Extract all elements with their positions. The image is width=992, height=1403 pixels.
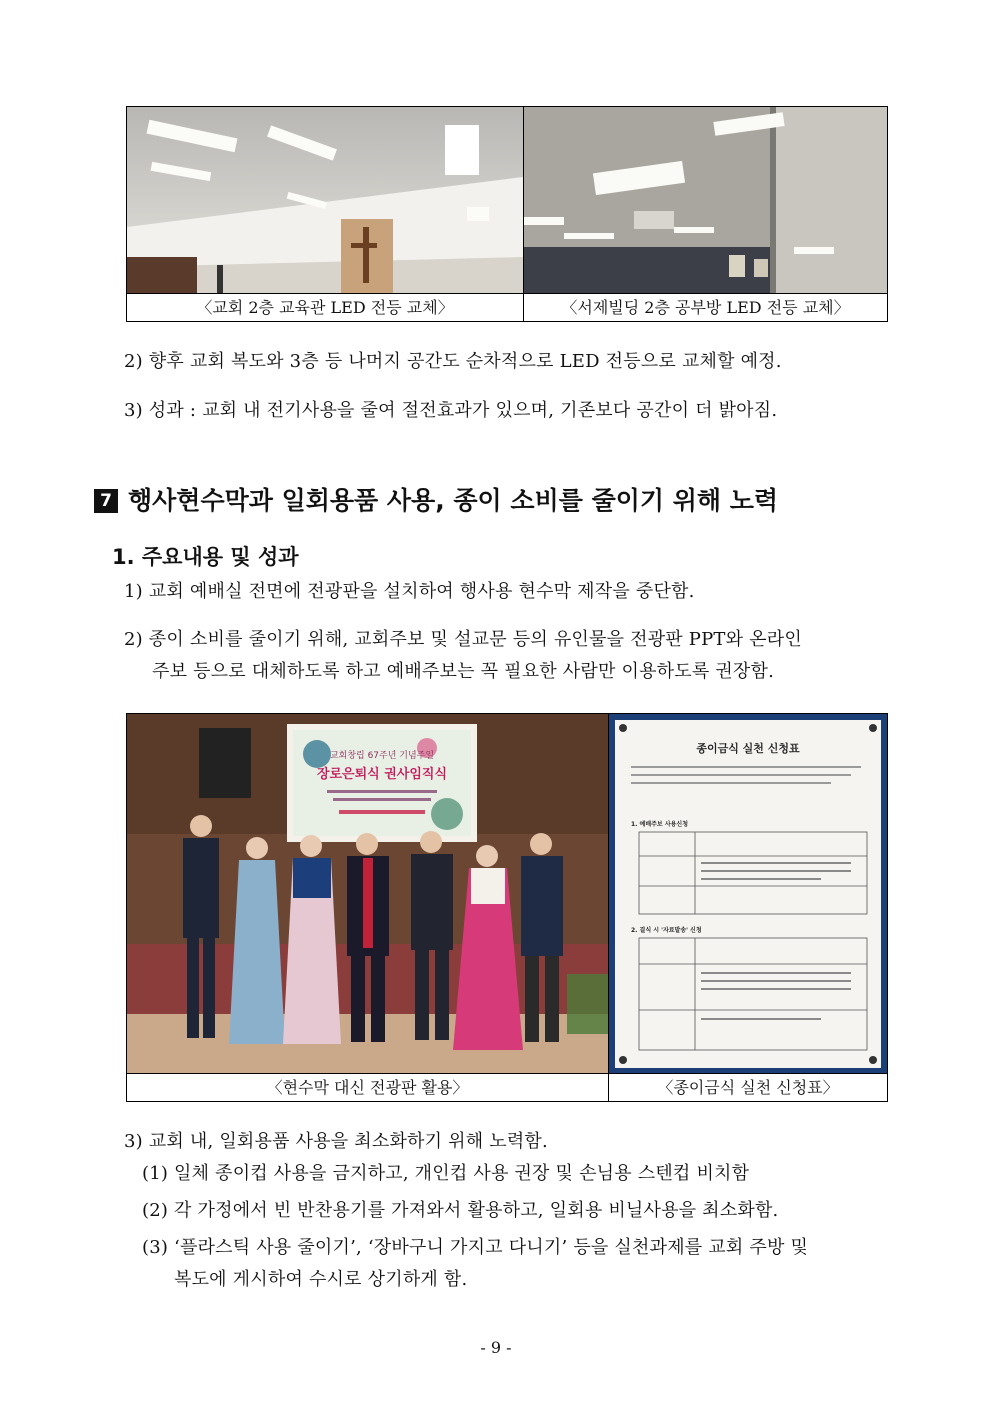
sub-heading-main-content: 1. 주요내용 및 성과: [112, 545, 299, 569]
led-right-caption: 〈서제빌딩 2층 공부방 LED 전등 교체〉: [524, 293, 887, 321]
event-photo-table: [126, 713, 888, 1102]
paper-reduction-item-line2: 주보 등으로 대체하도록 하고 예배주보는 꼭 필요한 사람만 이용하도록 권장함.: [152, 661, 775, 682]
group-photo-with-screen: [127, 714, 608, 1073]
study-room-led-photo: [524, 107, 887, 293]
screen-event-line1: 교회창립 67주년 기념주일: [329, 751, 435, 761]
disposable-sub3-line1: (3) ‘플라스틱 사용 줄이기’, ‘장바구니 가지고 다니기’ 등을 실천과제를 교회 주방 및: [142, 1237, 809, 1258]
paper-fasting-form-photo: [609, 714, 887, 1073]
disposable-sub2: (2) 각 가정에서 빈 반찬용기를 가져와서 활용하고, 일회용 비닐사용을 최소화함.: [142, 1200, 779, 1221]
section-7-heading: [94, 484, 778, 518]
led-result-item: 3) 성과 : 교회 내 전기사용을 줄여 절전효과가 있으며, 기존보다 공간이 더 밝아짐.: [124, 400, 778, 421]
disposable-sub1: (1) 일체 종이컵 사용을 금지하고, 개인컵 사용 권장 및 손님용 스텐컵 비치함: [142, 1163, 750, 1184]
paper-reduction-item-line1: 2) 종이 소비를 줄이기 위해, 교회주보 및 설교문 등의 유인물을 전광판 PPT와 온라인: [124, 629, 802, 650]
led-photo-table: [126, 106, 888, 322]
form-section2-text: 2. 결식 시 '자료발송' 신청: [631, 927, 702, 934]
page-number: - 9 -: [480, 1338, 512, 1357]
form-title-text: 종이금식 실천 신청표: [696, 742, 800, 755]
form-section1-text: 1. 예배주보 사용신청: [631, 821, 689, 828]
church-classroom-led-photo: [127, 107, 523, 293]
led-left-caption: 〈교회 2층 교육관 LED 전등 교체〉: [127, 293, 523, 321]
led-plan-item: 2) 향후 교회 복도와 3층 등 나머지 공간도 순차적으로 LED 전등으로 교체할 예정.: [124, 351, 782, 372]
disposable-item: 3) 교회 내, 일회용품 사용을 최소화하기 위해 노력함.: [124, 1131, 548, 1152]
screen-install-item: 1) 교회 예배실 전면에 전광판을 설치하여 행사용 현수막 제작을 중단함.: [124, 581, 695, 602]
screen-event-line2: 장로은퇴식 권사임직식: [316, 767, 448, 782]
section-number-badge: 7: [94, 489, 118, 513]
form-photo-caption: 〈종이금식 실천 신청표〉: [609, 1073, 887, 1101]
screen-photo-caption: 〈현수막 대신 전광판 활용〉: [127, 1073, 608, 1101]
disposable-sub3-line2: 복도에 게시하여 수시로 상기하게 함.: [174, 1269, 468, 1290]
section-7-title: 행사현수막과 일회용품 사용, 종이 소비를 줄이기 위해 노력: [128, 486, 779, 515]
